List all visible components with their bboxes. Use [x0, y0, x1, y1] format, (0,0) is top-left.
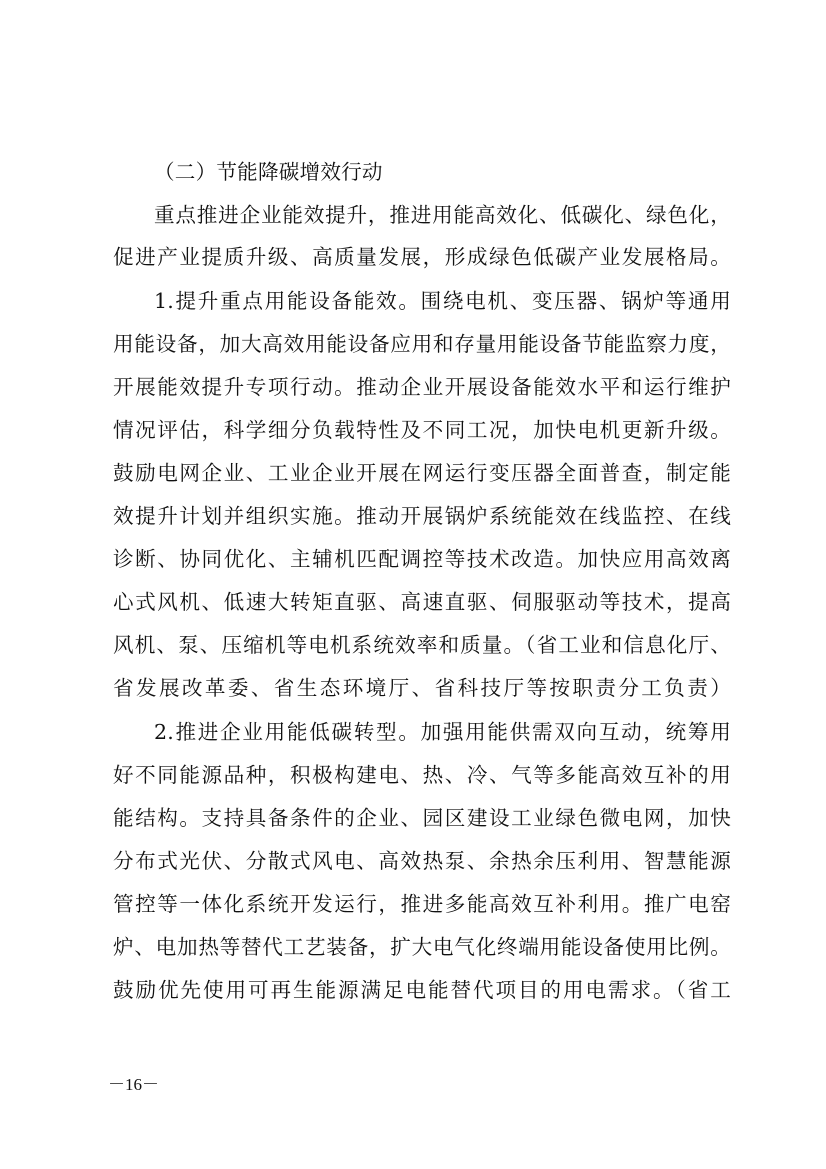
paragraph-2-line: 2.推进企业用能低碳转型。加强用能供需双向互动，统筹用: [154, 720, 731, 744]
page-number: －16－: [108, 1075, 159, 1094]
text-line: 鼓励优先使用可再生能源满足电能替代项目的用电需求。（省工: [113, 978, 731, 1002]
text-line: 好不同能源品种，积极构建电、热、冷、气等多能高效互补的用: [113, 763, 731, 787]
text-line: 能结构。支持具备条件的企业、园区建设工业绿色微电网，加快: [113, 806, 731, 830]
section-heading: （二）节能降碳增效行动: [154, 160, 383, 184]
text-line: 诊断、协同优化、主辅机匹配调控等技术改造。加快应用高效离: [113, 547, 731, 571]
text-line: 重点推进企业能效提升，推进用能高效化、低碳化、绿色化，: [154, 203, 731, 227]
text-line: 开展能效提升专项行动。推动企业开展设备能效水平和运行维护: [113, 375, 731, 399]
text-line: 风机、泵、压缩机等电机系统效率和质量。（省工业和信息化厅、: [113, 633, 731, 657]
text-line: 省发展改革委、省生态环境厅、省科技厅等按职责分工负责）: [113, 676, 731, 700]
text-line: 管控等一体化系统开发运行，推进多能高效互补利用。推广电窑: [113, 892, 731, 916]
text-line: 鼓励电网企业、工业企业开展在网运行变压器全面普查，制定能: [113, 461, 731, 485]
text-line: 效提升计划并组织实施。推动开展锅炉系统能效在线监控、在线: [113, 504, 731, 528]
text-line: 促进产业提质升级、高质量发展，形成绿色低碳产业发展格局。: [113, 245, 731, 269]
paragraph-1-line: 1.提升重点用能设备能效。围绕电机、变压器、锅炉等通用: [154, 289, 731, 313]
text-line: 分布式光伏、分散式风电、高效热泵、余热余压利用、智慧能源: [113, 849, 731, 873]
text-line: 用能设备，加大高效用能设备应用和存量用能设备节能监察力度，: [113, 332, 731, 356]
text-line: 心式风机、低速大转矩直驱、高速直驱、伺服驱动等技术，提高: [113, 590, 731, 614]
text-line: 情况评估，科学细分负载特性及不同工况，加快电机更新升级。: [113, 418, 731, 442]
text-line: 炉、电加热等替代工艺装备，扩大电气化终端用能设备使用比例。: [113, 935, 731, 959]
